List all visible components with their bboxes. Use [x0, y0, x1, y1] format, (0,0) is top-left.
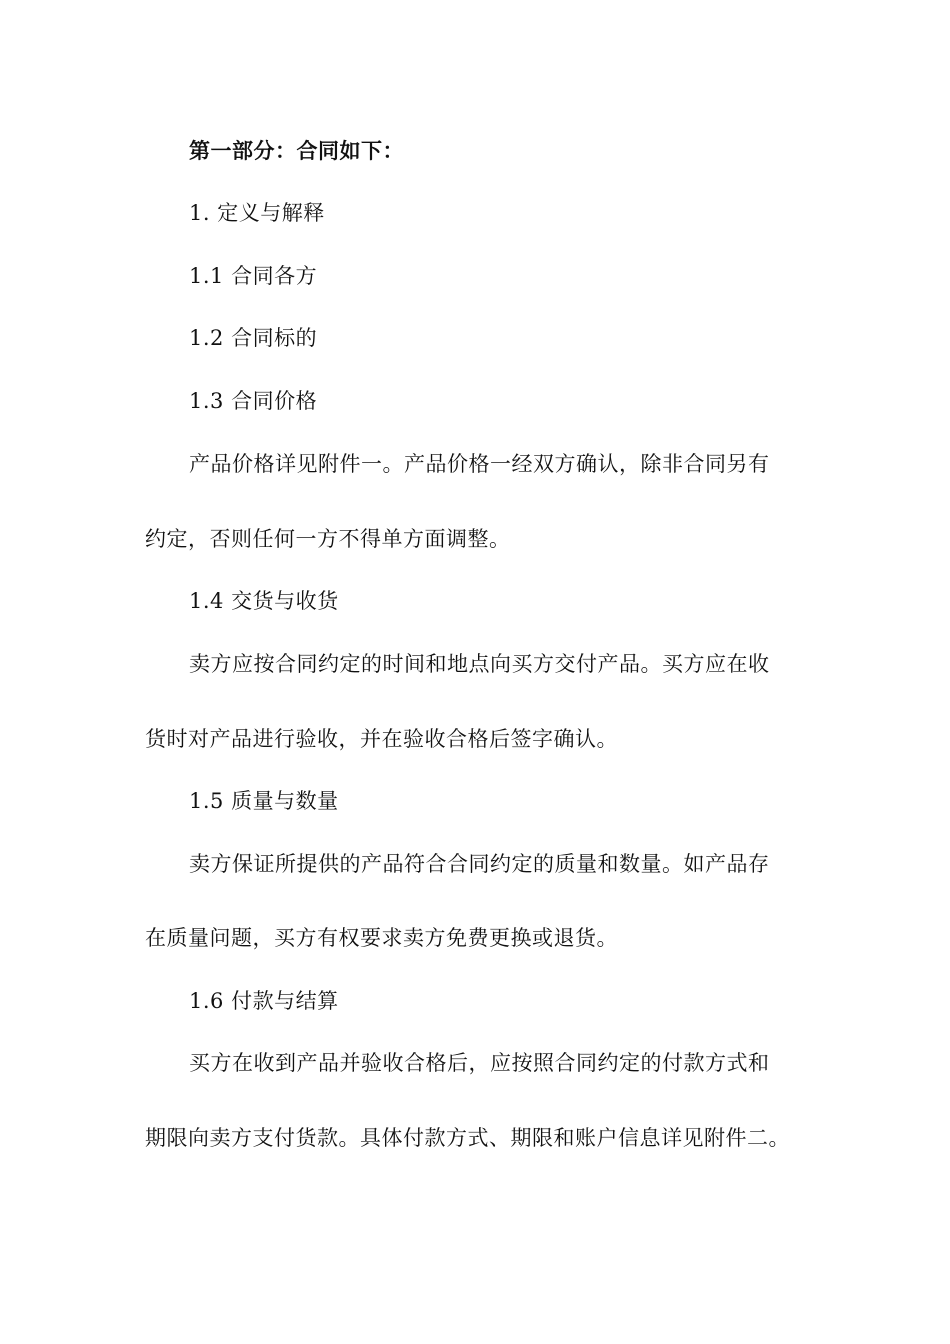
paragraph-line: 卖方应按合同约定的时间和地点向买方交付产品。买方应在收	[189, 652, 770, 676]
paragraph-line: 约定，否则任何一方不得单方面调整。	[145, 527, 511, 551]
paragraph-line: 在质量问题，买方有权要求卖方免费更换或退货。	[145, 926, 618, 950]
paragraph-line: 期限向卖方支付货款。具体付款方式、期限和账户信息详见附件二。	[145, 1126, 790, 1150]
paragraph-line: 产品价格详见附件一。产品价格一经双方确认，除非合同另有	[189, 452, 770, 476]
subsection-heading-1-2: 1.2 合同标的	[189, 326, 318, 350]
subsection-heading-1-1: 1.1 合同各方	[189, 264, 318, 288]
section-heading-1: 1. 定义与解释	[189, 201, 325, 225]
subsection-heading-1-3: 1.3 合同价格	[189, 389, 318, 413]
subsection-heading-1-5: 1.5 质量与数量	[189, 789, 339, 813]
paragraph-line: 卖方保证所提供的产品符合合同约定的质量和数量。如产品存	[189, 852, 770, 876]
subsection-heading-1-6: 1.6 付款与结算	[189, 989, 339, 1013]
paragraph-line: 货时对产品进行验收，并在验收合格后签字确认。	[145, 727, 618, 751]
subsection-heading-1-4: 1.4 交货与收货	[189, 589, 339, 613]
part-heading: 第一部分：合同如下：	[189, 138, 404, 163]
paragraph-line: 买方在收到产品并验收合格后，应按照合同约定的付款方式和	[189, 1051, 770, 1075]
